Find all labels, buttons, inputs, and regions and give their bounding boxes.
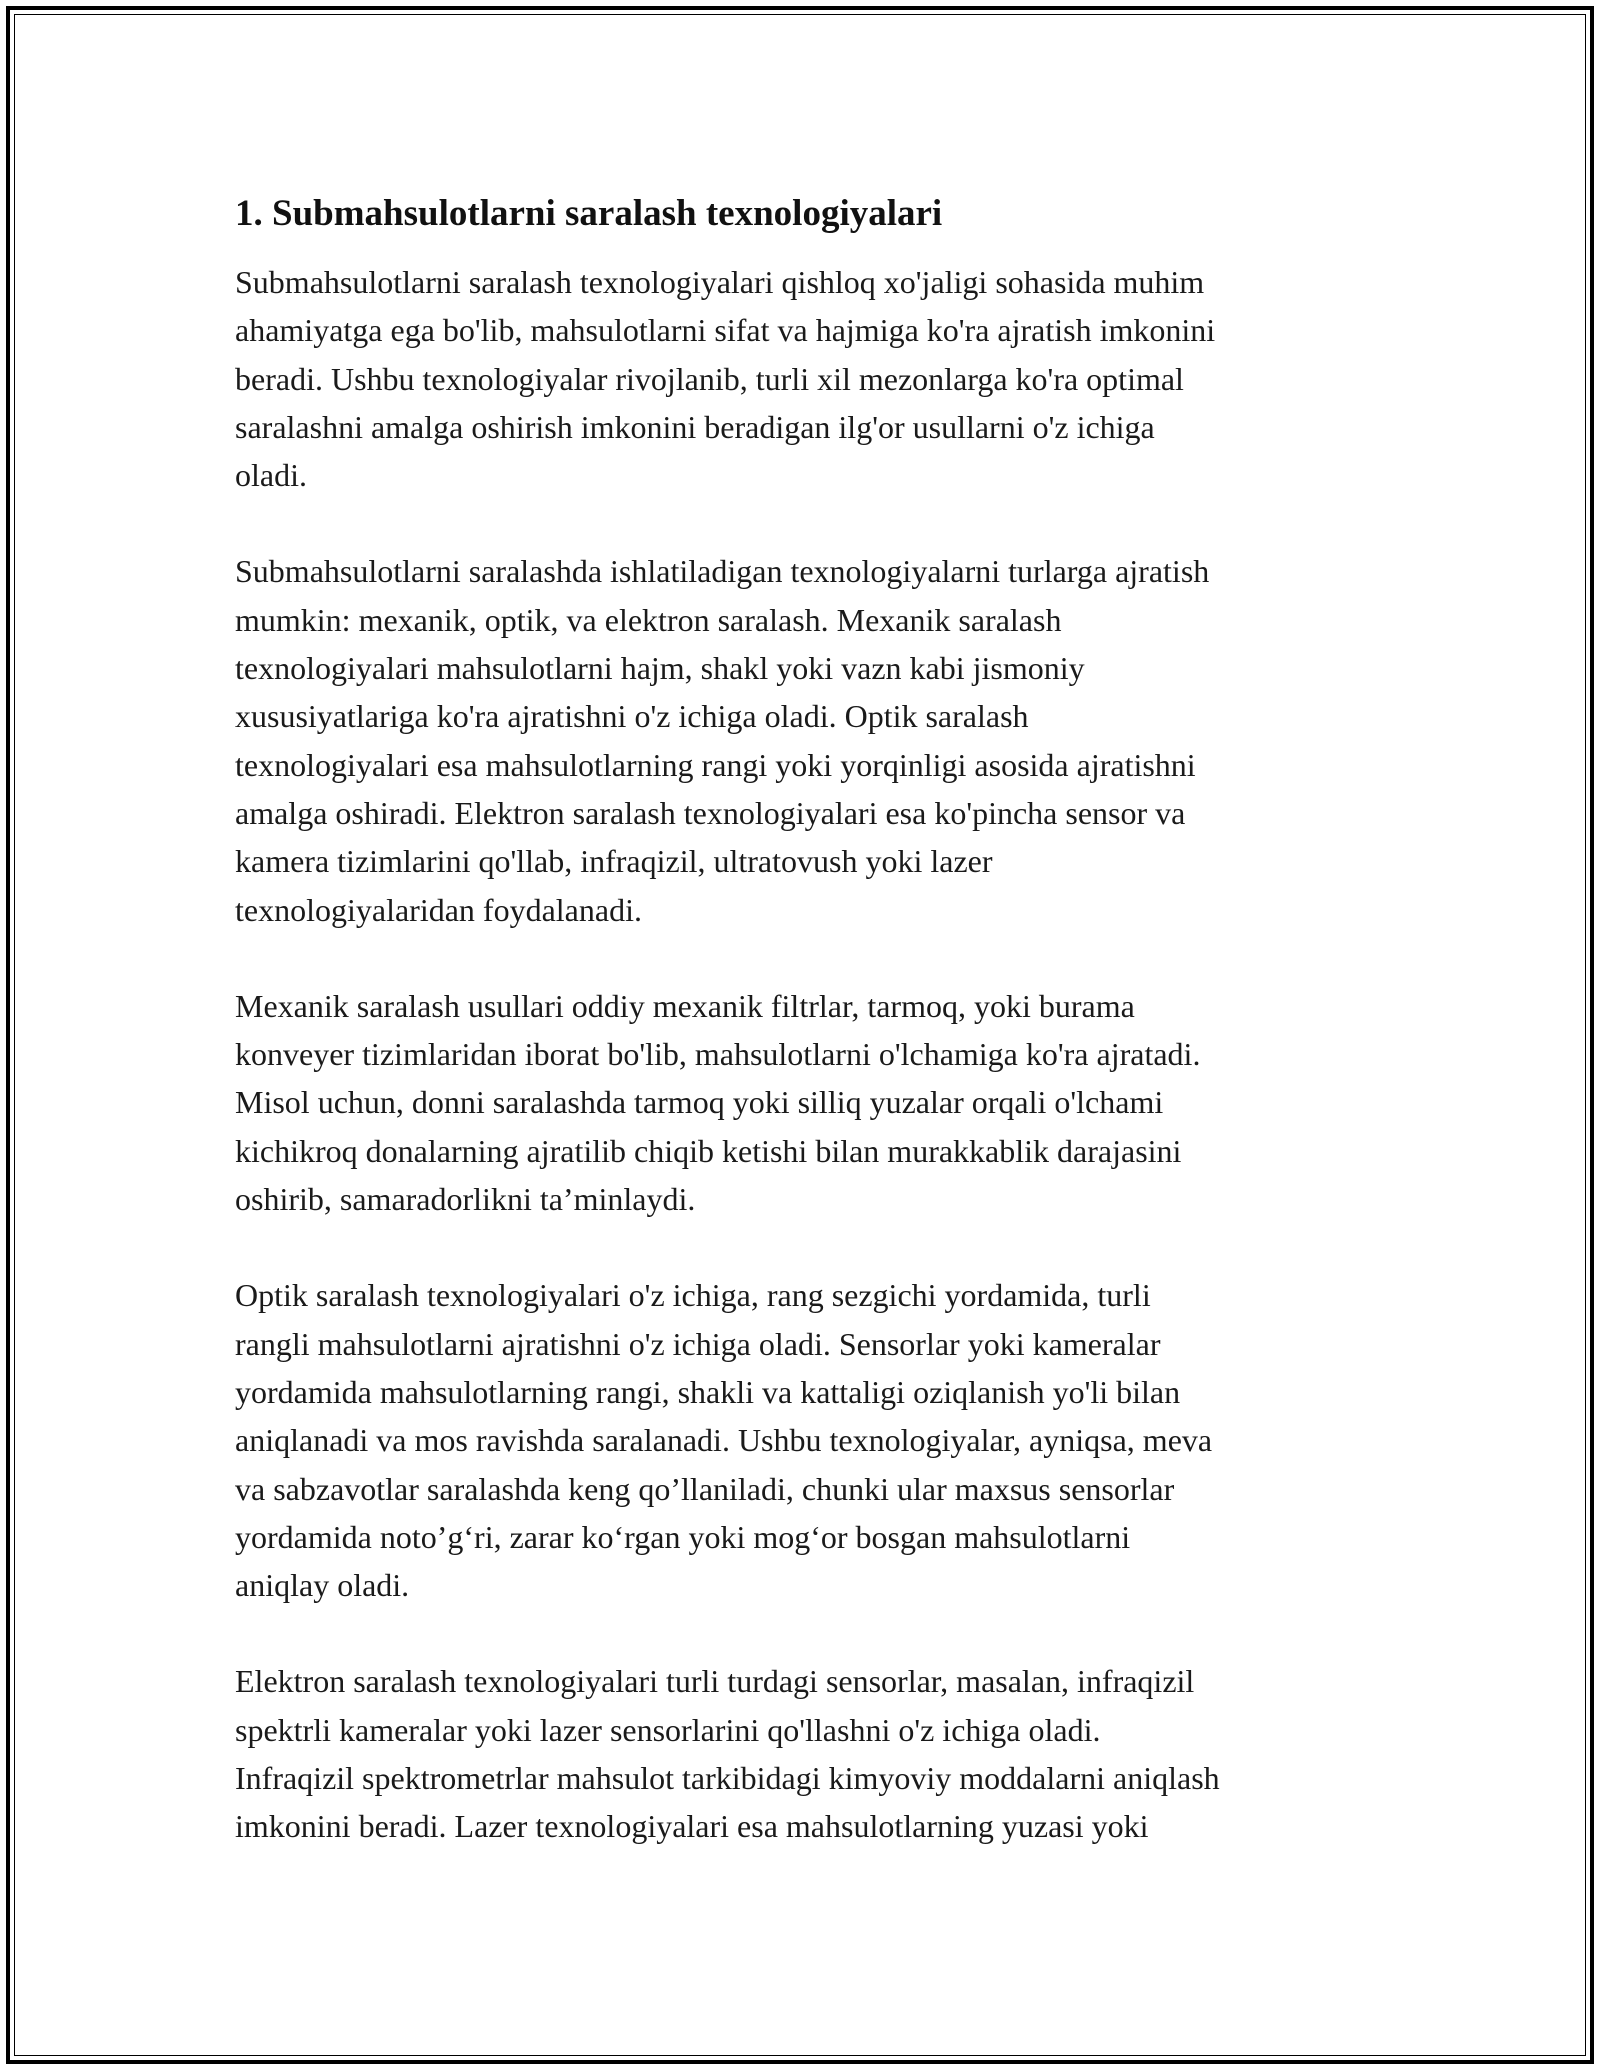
- paragraph-types: Submahsulotlarni saralashda ishlatiladigan texnologiyalarni turlarga ajratish mumkin: mexanik, optik, va elektron saralash. Mexanik saralash texnologiyalari mahsulotlarni hajm, shakl yoki vazn kabi jismoniy xususiyatlariga ko'ra ajratishni o'z ichiga oladi. Optik saralash texnologiyalari esa mahsulotlarning rangi yoki yorqinligi asosida ajratishni amalga oshiradi. Elektron saralash texnologiyalari esa ko'pincha sensor va kamera tizimlarini qo'llab, infraqizil, ultratovush yoki lazer texnologiyalaridan foydalanadi.: [235, 553, 1210, 928]
- document-body: [235, 190, 1375, 1899]
- paragraph-electronic: Elektron saralash texnologiyalari turli turdagi sensorlar, masalan, infraqizil spektrli kameralar yoki lazer sensorlarini qo'llashni o'z ichiga oladi. Infraqizil spektrometrlar mahsulot tarkibidagi kimyoviy moddalarni aniqlash imkonini beradi. Lazer texnologiyalari esa mahsulotlarning yuzasi yoki: [235, 1663, 1220, 1845]
- paragraph-mechanical: Mexanik saralash usullari oddiy mexanik filtrlar, tarmoq, yoki burama konveyer tizimlaridan iborat bo'lib, mahsulotlarni o'lchamiga ko'ra ajratadi. Misol uchun, donni saralashda tarmoq yoki silliq yuzalar orqali o'lchami kichikroq donalarning ajratilib chiqib ketishi bilan murakkablik darajasini oshirib, samaradorlikni ta’minlaydi.: [235, 987, 1201, 1218]
- paragraph-intro: Submahsulotlarni saralash texnologiyalari qishloq xo'jaligi sohasida muhim ahamiyatga ega bo'lib, mahsulotlarni sifat va hajmiga ko'ra ajratish imkonini beradi. Ushbu texnologiyalar rivojlanib, turli xil mezonlarga ko'ra optimal saralashni amalga oshirish imkonini beradigan ilg'or usullarni o'z ichiga oladi.: [235, 264, 1216, 494]
- section-heading: 1. Submahsulotlarni saralash texnologiyalari: [235, 193, 943, 234]
- paragraph-optical: Optik saralash texnologiyalari o'z ichiga, rang sezgichi yordamida, turli rangli mahsulotlarni ajratishni o'z ichiga oladi. Sensorlar yoki kameralar yordamida mahsulotlarning rangi, shakli va kattaligi oziqlanish yo'li bilan aniqlanadi va mos ravishda saralanadi. Ushbu texnologiyalar, ayniqsa, meva va sabzavotlar saralashda keng qo’llaniladi, chunki ular maxsus sensorlar yordamida noto’g‘ri, zarar ko‘rgan yoki mog‘or bosgan mahsulotlarni aniqlay oladi.: [235, 1277, 1213, 1604]
